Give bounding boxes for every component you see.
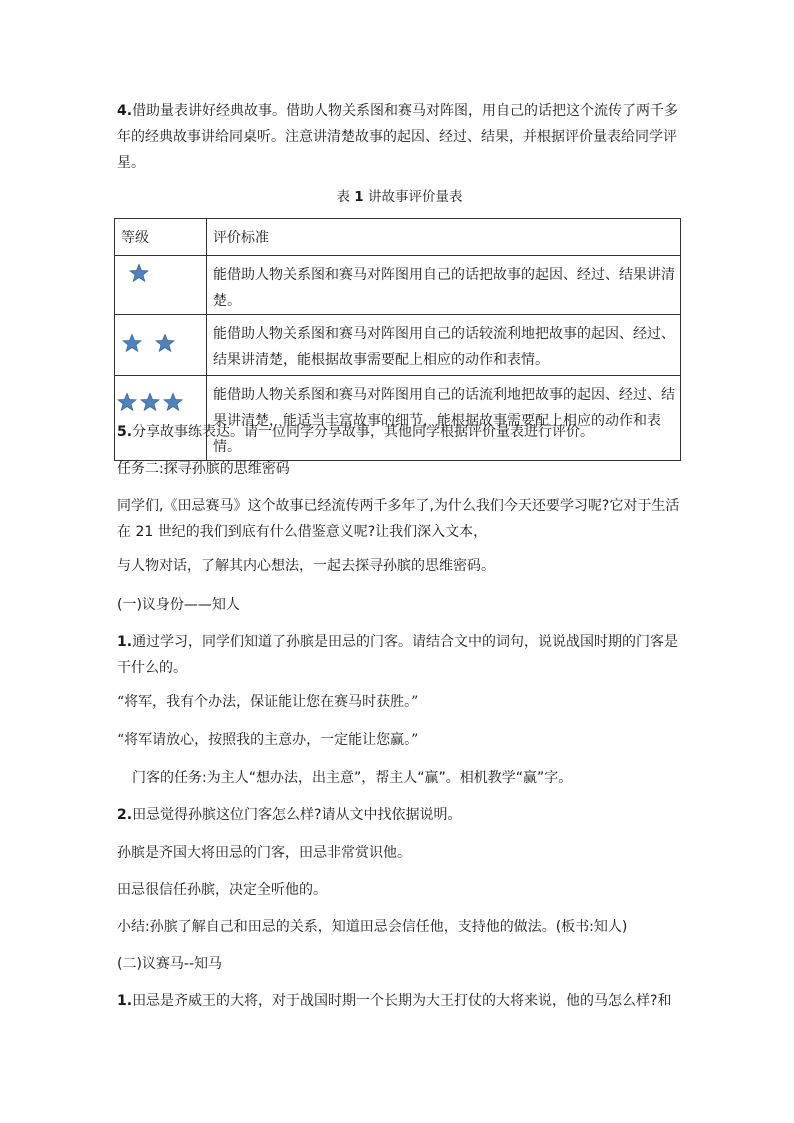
level-1-stars [115,256,207,315]
table-row [115,256,681,315]
criteria-1: 能借助人物关系图和赛马对阵图用自己的话把故事的起因、经过、结果讲清楚。 [207,256,681,315]
header-criteria: 评价标准 [207,219,681,256]
question-4: 4.借助量表讲好经典故事。借助人物关系图和赛马对阵图，用自己的话把这个流传了两千多年的经典故事讲给同桌听。注意讲清楚故事的起因、经过、结果，并根据评价量表给同学评星。 [117,103,679,171]
task-note: 门客的任务:为主人“想办法，出主意”，帮主人“赢”。相机教学“赢”字。 [132,770,573,786]
task-2-heading: 任务二:探寻孙膑的思维密码 [117,461,290,477]
star-icon [155,333,175,353]
star-icon [140,392,160,412]
intro-paragraph-2: 与人物对话，了解其内心想法，一起去探寻孙膑的思维密码。 [117,558,495,574]
criteria-3: 能借助人物关系图和赛马对阵图用自己的话流利地把故事的起因、经过、结果讲清楚，能适当丰富故事的细节，能根据故事需要配上相应的动作和表情。 [207,376,681,461]
intro-paragraph: 同学们,《田忌赛马》这个故事已经流传两千多年了,为什么我们今天还要学习呢?它对于生活在 21 世纪的我们到底有什么借鉴意义呢?让我们深入文本， [117,498,680,540]
section-1-question-1: 1.通过学习，同学们知道了孙膑是田忌的门客。请结合文中的词句，说说战国时期的门客是干什么的。 [117,634,679,676]
table-header-row [115,219,681,256]
section-2-heading: (二)议赛马--知马 [117,956,223,972]
star-icon [117,392,137,412]
section-1-heading: (一)议身份——知人 [117,597,240,613]
star-icon [122,333,142,353]
section-2-question-1: 1.田忌是齐威王的大将，对于战国时期一个长期为大王打仗的大将来说，他的马怎么样?和 [117,993,672,1009]
level-3-stars [115,376,207,461]
summary: 小结:孙膑了解自己和田忌的关系，知道田忌会信任他，支持他的做法。(板书:知人) [117,919,628,935]
answer-2: 田忌很信任孙膑，决定全听他的。 [117,882,327,898]
section-1-question-2: 2.田忌觉得孙膑这位门客怎么样?请从文中找依据说明。 [117,807,462,823]
quote-1: “将军，我有个办法，保证能让您在赛马时获胜。” [117,694,419,710]
star-icon [163,392,183,412]
quote-2: “将军请放心，按照我的主意办，一定能让您赢。” [117,732,419,748]
criteria-2: 能借助人物关系图和赛马对阵图用自己的话较流利地把故事的起因、经过、结果讲清楚，能根据故事需要配上相应的动作和表情。 [207,315,681,376]
level-2-stars [115,315,207,376]
question-5: 5.分享故事练表达。请一位同学分享故事，其他同学根据评价量表进行评价。 [117,424,595,440]
answer-1: 孙膑是齐国大将田忌的门客，田忌非常赏识他。 [117,845,411,861]
header-level: 等级 [115,219,207,256]
table-row [115,315,681,376]
table-caption: 表 1 讲故事评价量表 [336,189,463,205]
star-icon [129,263,149,283]
table-row [115,376,681,461]
